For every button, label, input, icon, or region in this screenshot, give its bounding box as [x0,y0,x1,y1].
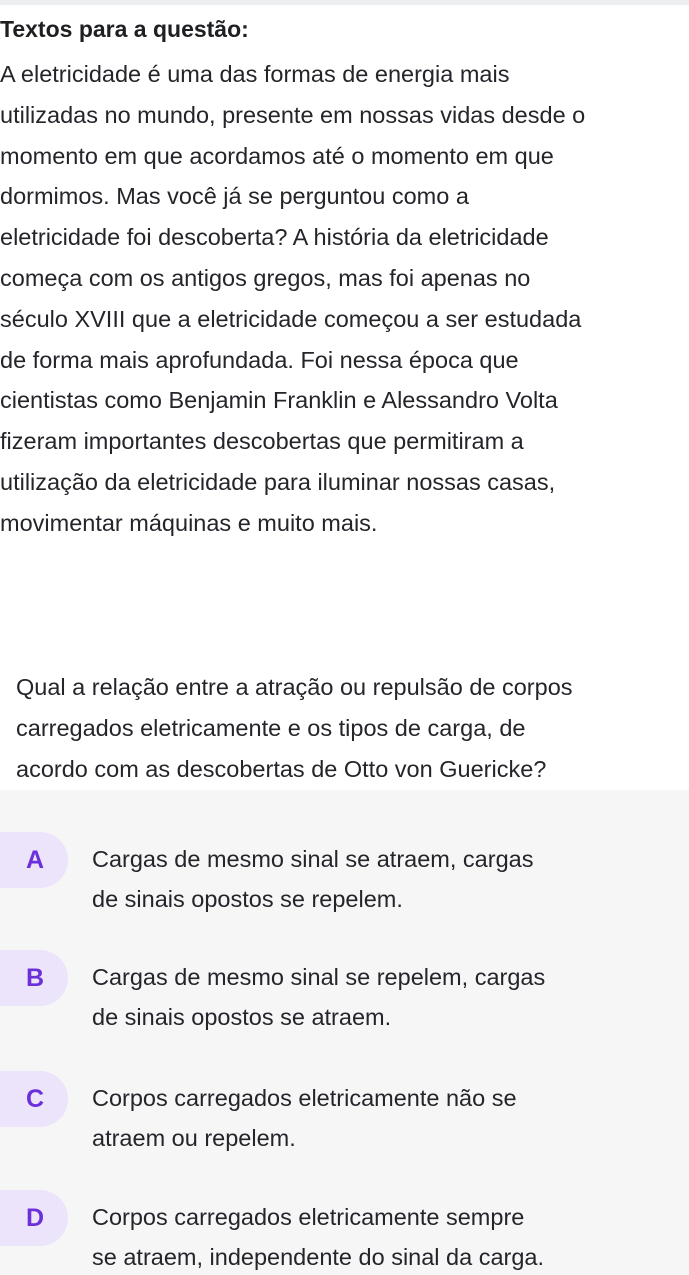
passage-line: momento em que acordamos até o momento em que [0,142,554,169]
passage-line: de forma mais aprofundada. Foi nessa época que [0,346,519,373]
question-line: acordo com as descobertas de Otto von Guericke? [16,756,547,782]
passage-line: começa com os antigos gregos, mas foi apenas no [0,264,531,291]
option-line: de sinais opostos se repelem. [92,886,403,912]
option-line: de sinais opostos se atraem. [92,1004,392,1030]
passage-line: utilizadas no mundo, presente em nossas vidas desde o [0,101,586,128]
option-text [92,1197,682,1275]
passage-card [0,5,689,790]
passage-line: cientistas como Benjamin Franklin e Alessandro Volta [0,387,558,414]
option-text [92,839,682,919]
option-letter-badge: D [0,1190,68,1246]
question-prompt [16,667,681,790]
option-letter-badge: C [0,1071,68,1127]
option-text [92,1078,682,1158]
passage-line: fizeram importantes descobertas que permitiram a [0,428,524,455]
passage-text [0,54,689,544]
passage-line: dormimos. Mas você já se perguntou como a [0,183,469,210]
question-line: Qual a relação entre a atração ou repulsão de corpos [16,674,573,700]
passage-line: século XVIII que a eletricidade começou a ser estudada [0,305,582,332]
option-line: Cargas de mesmo sinal se repelem, cargas [92,964,546,990]
option-b[interactable] [0,950,689,1060]
question-line: carregados eletricamente e os tipos de carga, de [16,715,526,741]
passage-line: eletricidade foi descoberta? A história da eletricidade [0,224,549,251]
option-c[interactable] [0,1071,689,1181]
passage-line: movimentar máquinas e muito mais. [0,509,378,536]
answer-options [0,790,689,1275]
option-text [92,957,682,1037]
option-letter-badge: A [0,832,68,888]
option-line: atraem ou repelem. [92,1125,296,1151]
option-line: Cargas de mesmo sinal se atraem, cargas [92,846,534,872]
option-line: Corpos carregados eletricamente não se [92,1085,517,1111]
option-line: se atraem, independente do sinal da carga. [92,1244,545,1270]
option-d[interactable] [0,1190,689,1275]
option-a[interactable] [0,832,689,942]
passage-line: utilização da eletricidade para iluminar nossas casas, [0,468,556,495]
option-line: Corpos carregados eletricamente sempre [92,1204,525,1230]
section-title: Textos para a questão: [0,16,249,42]
option-letter-badge: B [0,950,68,1006]
passage-line: A eletricidade é uma das formas de energia mais [0,61,510,87]
